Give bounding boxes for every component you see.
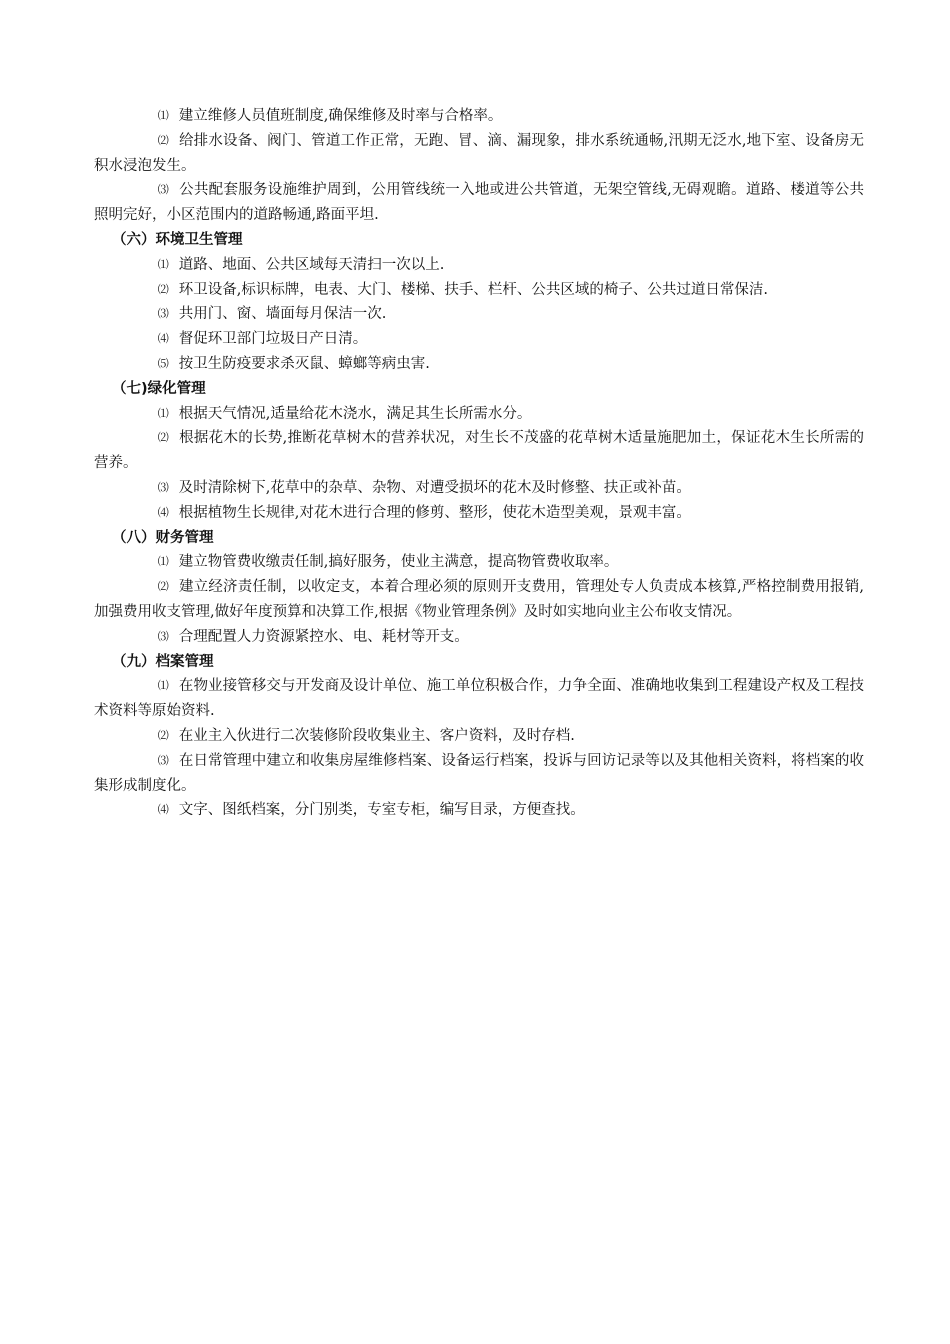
item-text: 合理配置人力资源紧控水、电、耗材等开支。	[178, 628, 469, 645]
item-number: ⑵	[157, 728, 169, 742]
item-number: ⑵	[157, 133, 169, 147]
section-heading-greening: （七)绿化管理	[112, 380, 206, 397]
item-text: 在业主入伙进行二次装修阶段收集业主、客户资料，及时存档.	[178, 727, 575, 744]
list-item	[94, 550, 864, 575]
item-text: 及时清除树下,花草中的杂草、杂物、对遭受损坏的花木及时修整、扶正或补苗。	[178, 479, 691, 496]
list-item	[94, 278, 864, 303]
list-item	[94, 625, 864, 650]
list-item	[94, 575, 864, 625]
item-number: ⑷	[157, 803, 169, 817]
item-text: 文字、图纸档案，分门别类，专室专柜，编写目录，方便查找。	[178, 802, 585, 819]
list-item	[94, 674, 864, 724]
list-item	[94, 327, 864, 352]
item-text: 根据植物生长规律,对花木进行合理的修剪、整形，使花木造型美观，景观丰富。	[178, 504, 691, 521]
list-item	[94, 352, 864, 377]
list-item	[94, 302, 864, 327]
item-text: 环卫设备,标识标牌，电表、大门、楼梯、扶手、栏杆、公共区域的椅子、公共过道日常保洁.	[178, 281, 768, 298]
item-text: 道路、地面、公共区域每天清扫一次以上.	[178, 256, 445, 273]
list-item	[94, 798, 864, 823]
item-text: 在物业接管移交与开发商及设计单位、施工单位积极合作，力争全面、准确地收集到工程建设产权及工程技术资料等原始资料.	[94, 678, 864, 720]
item-number: ⑴	[157, 679, 169, 693]
section-heading-sanitation: （六）环境卫生管理	[112, 231, 243, 248]
item-number: ⑴	[157, 257, 169, 271]
item-number: ⑶	[157, 480, 169, 494]
list-item	[94, 501, 864, 526]
item-number: ⑷	[157, 332, 169, 346]
item-text: 共用门、窗、墙面每月保洁一次.	[178, 306, 387, 323]
item-number: ⑴	[157, 109, 169, 122]
item-text: 督促环卫部门垃圾日产日清。	[178, 331, 368, 348]
item-number: ⑸	[157, 356, 169, 370]
item-text: 建立物管费收缴责任制,搞好服务，使业主满意，提高物管费收取率。	[178, 554, 619, 571]
list-item	[94, 178, 864, 228]
item-text: 在日常管理中建立和收集房屋维修档案、设备运行档案，投诉与回访记录等以及其他相关资料，将档案的收集形成制度化。	[94, 752, 864, 794]
list-item	[94, 402, 864, 427]
list-item	[94, 724, 864, 749]
item-number: ⑶	[157, 753, 169, 767]
section-heading-archives: （九）档案管理	[112, 653, 214, 670]
item-text: 根据花木的长势,推断花草树木的营养状况，对生长不茂盛的花草树木适量施肥加土，保证花木生长所需的营养。	[94, 430, 864, 472]
item-number: ⑵	[157, 282, 169, 296]
list-item	[94, 104, 864, 129]
list-item	[94, 426, 864, 476]
item-text: 建立经济责任制，以收定支，本着合理必须的原则开支费用，管理处专人负责成本核算,严格控制费用报销,加强费用收支管理,做好年度预算和决算工作,根据《物业管理条例》及时如实地向业主公布收支情况。	[94, 579, 864, 620]
item-text: 建立维修人员值班制度,确保维修及时率与合格率。	[178, 108, 503, 124]
item-text: 根据天气情况,适量给花木浇水，满足其生长所需水分。	[178, 405, 532, 422]
item-text: 按卫生防疫要求杀灭鼠、蟑螂等病虫害.	[178, 355, 430, 372]
item-number: ⑵	[157, 431, 169, 445]
list-item	[94, 749, 864, 799]
item-number: ⑵	[157, 580, 169, 594]
item-number: ⑶	[157, 629, 169, 643]
list-item	[94, 253, 864, 278]
item-number: ⑴	[157, 406, 169, 420]
item-number: ⑶	[157, 307, 169, 321]
list-item	[94, 129, 864, 179]
list-item	[94, 476, 864, 501]
document-page	[94, 104, 864, 823]
section-heading-finance: （八）财务管理	[112, 529, 214, 546]
item-number: ⑶	[157, 183, 169, 197]
item-text: 公共配套服务设施维护周到，公用管线统一入地或进公共管道，无架空管线,无碍观瞻。道路、楼道等公共照明完好，小区范围内的道路畅通,路面平坦.	[94, 182, 864, 224]
item-number: ⑴	[157, 555, 169, 569]
item-text: 给排水设备、阀门、管道工作正常，无跑、冒、滴、漏现象，排水系统通畅,汛期无泛水,地下室、设备房无积水浸泡发生。	[94, 132, 864, 174]
item-number: ⑷	[157, 505, 169, 519]
